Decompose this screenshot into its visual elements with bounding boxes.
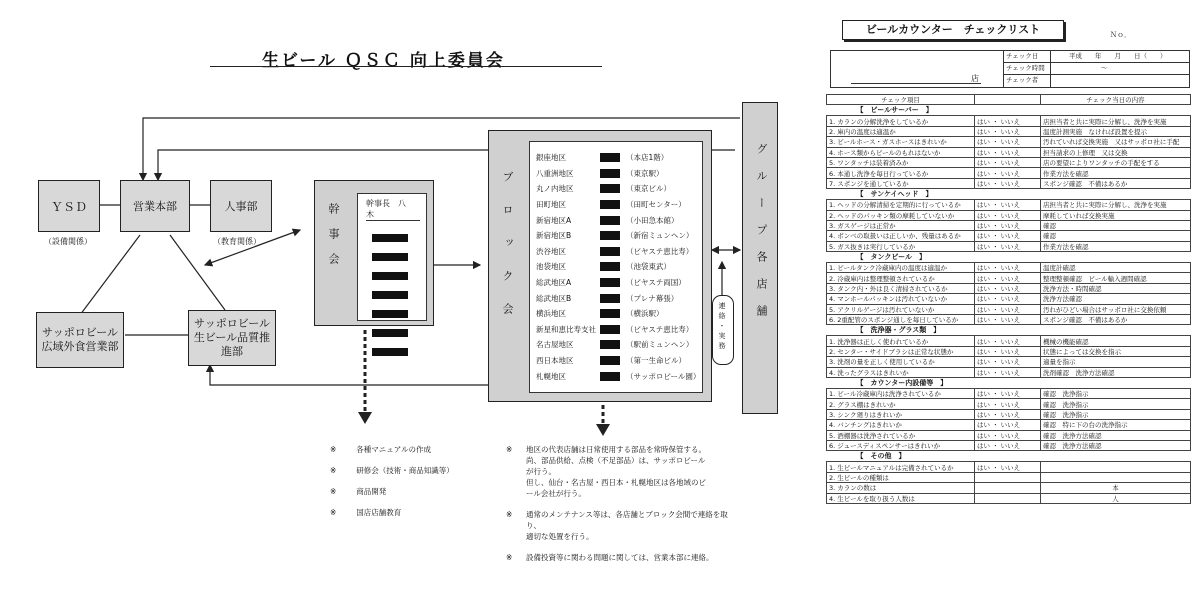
checklist-item: 3. カランの数は [827, 483, 975, 493]
checklist-row [827, 263, 1191, 273]
checklist-row [827, 346, 1191, 356]
checklist-item: 2. 生ビールの種類は [827, 472, 975, 482]
checklist-note: 温度計確認 [1041, 263, 1191, 273]
district-row [536, 306, 702, 322]
district-row [536, 181, 702, 197]
redaction-bar [600, 200, 620, 209]
note-text: 地区の代表店舗は日常使用する部品を常時保管する。 尚、部品供給、点検（不足部品）は、サッポロビール が行う。 但し、仙台・名古屋・西日本・札幌地区は各地域のビ ール会社が行う。 [526, 445, 706, 498]
sapporo-food-box: サッポロビール 広域外食営業部 [36, 312, 124, 368]
note-text: 国店店舗教育 [356, 508, 402, 517]
checklist-item: 1. 洗浄器は正しく使われているか [827, 336, 975, 346]
note-mark: ※ [330, 487, 337, 496]
note-right-item [506, 509, 736, 542]
checklist-row [827, 210, 1191, 220]
checklist-no: Ｎｏ． [1110, 31, 1131, 39]
checklist-item: 3. タンク内・外は良く清掃されているか [827, 283, 975, 293]
checklist-note: 温度計測実施 なければ設置を提示 [1041, 126, 1191, 136]
checklist-yn: はい ・ いいえ [975, 346, 1041, 356]
kanji-head: 幹事長 八 木 [366, 198, 420, 221]
section-title: 【 ビールサーバー 】 [856, 106, 933, 115]
checklist-note: 作業方法を確認 [1041, 241, 1191, 251]
kanji-members [357, 193, 427, 321]
district-name: 銀座地区 [536, 153, 566, 163]
district-name: 総武地区A [536, 278, 572, 288]
district-name: 新宿地区A [536, 215, 572, 225]
checklist-yn: はい ・ いいえ [975, 462, 1041, 472]
district-row [536, 197, 702, 213]
col-item-header: チェック項目 [827, 95, 975, 105]
checklist-note: 店担当者と共に実際に分解し、洗浄を実施 [1041, 200, 1191, 210]
district-row [536, 228, 702, 244]
checklist-row [827, 315, 1191, 325]
district-place: （小田急本館） [626, 215, 679, 225]
district-name: 新宿地区B [536, 231, 572, 241]
checklist-note: 洗浄方法確認 [1041, 294, 1191, 304]
block-panel [488, 130, 712, 402]
checklist-note: スポンジ確認 不備はあるか [1041, 315, 1191, 325]
checklist-item: 6. ジュースディスペンサーはきれいか [827, 440, 975, 450]
section-title: 【 洗浄器・グラス類 】 [856, 326, 941, 335]
district-place: （本店1階） [626, 153, 669, 163]
checklist-yn: はい ・ いいえ [975, 357, 1041, 367]
district-place: （ビヤステ両国） [626, 278, 686, 288]
checklist-yn: はい ・ いいえ [975, 220, 1041, 230]
checklist-item: 5. 酒棚器は洗浄されているか [827, 430, 975, 440]
time-value: 〜 [1101, 64, 1108, 72]
district-place: （プレナ幕張） [626, 293, 679, 303]
district-row [536, 150, 702, 166]
group-panel [742, 102, 778, 414]
note-left-item [330, 444, 454, 455]
checklist-item: 1. ビール冷蔵庫内は洗浄されているか [827, 388, 975, 398]
district-name: 名古屋地区 [536, 340, 574, 350]
checklist-item: 1. 生ビールマニュアルは完備されているか [827, 462, 975, 472]
checklist-item: 2. ヘッドのパッキン類の摩耗していないか [827, 210, 975, 220]
checklist-item: 4. ホース類からビールのもれはないか [827, 147, 975, 157]
checklist-yn: はい ・ いいえ [975, 273, 1041, 283]
checklist-yn: はい ・ いいえ [975, 283, 1041, 293]
district-row [536, 212, 702, 228]
district-row [536, 337, 702, 353]
district-name: 田町地区 [536, 200, 566, 210]
checklist-note: スポンジ確認 不備はあるか [1041, 178, 1191, 188]
checklist-note: 担当請求の上修理 又は交換 [1041, 147, 1191, 157]
district-place: （田町センター） [626, 200, 686, 210]
checklist-yn: はい ・ いいえ [975, 157, 1041, 167]
district-name: 横浜地区 [536, 309, 566, 319]
redaction-bar [600, 372, 620, 381]
checklist-row [827, 462, 1191, 472]
checker-label: チェック者 [1004, 75, 1051, 87]
checklist-note: 人 [1041, 493, 1191, 503]
district-row [536, 322, 702, 338]
checklist-item: 3. シンク廻りはきれいか [827, 409, 975, 419]
district-place: （第一生命ビル） [626, 356, 686, 366]
note-text: 設備投資等に関わる問題に関しては、営業本部に連絡。 [526, 553, 714, 562]
redaction-bar [600, 247, 620, 256]
checklist-note: 確認 洗浄方法確認 [1041, 430, 1191, 440]
checklist-note: 本 [1041, 483, 1191, 493]
checklist-yn: はい ・ いいえ [975, 231, 1041, 241]
date-value: 平成 年 月 日（ ） [1069, 52, 1167, 60]
district-name: 新星和恵比寿支社 [536, 324, 596, 334]
checklist-section [827, 451, 1191, 462]
note-text: 各種マニュアルの作成 [356, 445, 431, 454]
checklist-note: 機械の機能確認 [1041, 336, 1191, 346]
checklist-yn [975, 472, 1041, 482]
kanji-vertical-label: 幹事会 [327, 203, 340, 278]
checklist-item: 3. ビールホース・ガスホースはきれいか [827, 137, 975, 147]
checklist-row [827, 420, 1191, 430]
note-right-item [506, 444, 736, 499]
checklist-item: 2. 庫内の温度は適温か [827, 126, 975, 136]
note-left-item [330, 507, 454, 518]
checklist-yn: はい ・ いいえ [975, 440, 1041, 450]
checklist-section [827, 377, 1191, 388]
redaction-bar [600, 325, 620, 334]
checklist-yn: はい ・ いいえ [975, 367, 1041, 377]
checklist-note: 店担当者と共に実際に分解し、洗浄を実施 [1041, 116, 1191, 126]
block-vertical-label: ブロック会 [501, 171, 514, 336]
checklist-yn: はい ・ いいえ [975, 304, 1041, 314]
checklist-row [827, 430, 1191, 440]
checklist-section [827, 325, 1191, 336]
checklist-section [827, 189, 1191, 200]
district-row [536, 244, 702, 260]
checklist-row [827, 116, 1191, 126]
district-row [536, 290, 702, 306]
redaction-bar [600, 356, 620, 365]
checklist-yn [975, 493, 1041, 503]
section-title: 【 その他 】 [856, 452, 906, 461]
district-name: 総武地区B [536, 293, 572, 303]
checklist-item: 4. 生ビールを取り扱う人数は [827, 493, 975, 503]
checklist-item: 1. カランの分解洗浄をしているか [827, 116, 975, 126]
checklist-note: 状態によっては交換を指示 [1041, 346, 1191, 356]
checklist-note: 確認 [1041, 231, 1191, 241]
checklist-row [827, 168, 1191, 178]
checklist-item: 3. 洗剤の量を正しく使用しているか [827, 357, 975, 367]
checklist-item: 6. 2重配管のスポンジ通しを毎日しているか [827, 315, 975, 325]
checklist-yn: はい ・ いいえ [975, 399, 1041, 409]
note-mark: ※ [506, 553, 513, 562]
checklist-yn: はい ・ いいえ [975, 116, 1041, 126]
checklist-row [827, 178, 1191, 188]
checklist-yn: はい ・ いいえ [975, 294, 1041, 304]
district-place: （東京駅） [626, 168, 664, 178]
committee-title: 生ビール ＱＳＣ 向上委員会 [262, 51, 505, 71]
checklist-row [827, 367, 1191, 377]
notes-right [506, 444, 736, 573]
checklist-col-header [827, 95, 1191, 105]
jinji-box: 人事部 [210, 180, 272, 232]
checklist-title [842, 20, 1064, 40]
checklist-item: 4. 洗ったグラスはきれいか [827, 367, 975, 377]
note-mark: ※ [506, 445, 513, 454]
checklist-yn [975, 483, 1041, 493]
checklist-row [827, 472, 1191, 482]
checklist-item: 4. バンチングはきれいか [827, 420, 975, 430]
notes-left [330, 444, 454, 528]
district-place: （池袋東武） [626, 262, 671, 272]
district-row [536, 353, 702, 369]
ysd-note: （設備関係） [44, 237, 92, 246]
checklist-row [827, 147, 1191, 157]
redaction-bar [600, 278, 620, 287]
checklist-row [827, 137, 1191, 147]
checklist-title-text: ビールカウンター チェックリスト [865, 23, 1041, 36]
checklist-row [827, 304, 1191, 314]
checklist-item: 6. 本通し洗浄を毎日行っているか [827, 168, 975, 178]
checklist-yn: はい ・ いいえ [975, 210, 1041, 220]
redaction-bar [600, 216, 620, 225]
checklist-row [827, 273, 1191, 283]
checklist-note: 適量を指示 [1041, 357, 1191, 367]
section-title: 【 タンクビール 】 [856, 253, 926, 262]
checklist-note: 汚れていれば交換実施 又はサッポロ社に手配 [1041, 137, 1191, 147]
district-name: 丸ノ内地区 [536, 184, 574, 194]
district-place: （ビヤステ恵比寿） [626, 246, 694, 256]
time-label: チェック時間 [1004, 63, 1051, 74]
checklist-item: 2. 冷蔵庫内は整理整頓されているか [827, 273, 975, 283]
district-row [536, 368, 702, 384]
checklist-yn: はい ・ いいえ [975, 430, 1041, 440]
district-name: 西日本地区 [536, 356, 574, 366]
checklist-yn: はい ・ いいえ [975, 200, 1041, 210]
date-label: チェック日 [1004, 51, 1051, 62]
group-vertical-label: グループ各店舗 [755, 143, 768, 332]
checklist-yn: はい ・ いいえ [975, 409, 1041, 419]
checklist-yn: はい ・ いいえ [975, 388, 1041, 398]
checklist-yn: はい ・ いいえ [975, 241, 1041, 251]
district-row [536, 166, 702, 182]
section-title: 【 カウンター内設備等 】 [856, 378, 948, 387]
checklist-table [826, 94, 1191, 504]
district-place: （横浜駅） [626, 309, 664, 319]
note-mark: ※ [506, 510, 513, 519]
checklist-note [1041, 462, 1191, 472]
store-label: 店 [971, 74, 979, 83]
checklist-yn: はい ・ いいえ [975, 263, 1041, 273]
note-text: 研修会（技術・商品知識等） [356, 466, 454, 475]
district-place: （ビヤステ恵比寿） [626, 324, 694, 334]
checklist-item: 4. マンホールパッキンは汚れていないか [827, 294, 975, 304]
redaction-bar [600, 231, 620, 240]
checklist-item: 2. グラス棚はきれいか [827, 399, 975, 409]
checklist-yn: はい ・ いいえ [975, 315, 1041, 325]
checklist-row [827, 220, 1191, 230]
checklist-note: 作業方法を確認 [1041, 168, 1191, 178]
checklist-note: 整理整頓確認 ビール輸入週間確認 [1041, 273, 1191, 283]
checklist-note: 確認 洗浄指示 [1041, 399, 1191, 409]
district-place: （新宿ミュンヘン） [626, 231, 694, 241]
checklist-row [827, 483, 1191, 493]
checklist-section [827, 105, 1191, 116]
eigyo-box: 営業本部 [120, 180, 190, 232]
checklist-yn: はい ・ いいえ [975, 126, 1041, 136]
district-name: 札幌地区 [536, 371, 566, 381]
checklist-header [830, 50, 1190, 88]
checklist-note: 店の要望によりワンタッチの手配をする [1041, 157, 1191, 167]
checklist-note: 摩耗していれば交換実施 [1041, 210, 1191, 220]
checklist-note: 洗剤確認 洗浄方法確認 [1041, 367, 1191, 377]
checklist-row [827, 493, 1191, 503]
checklist-yn: はい ・ いいえ [975, 336, 1041, 346]
district-name: 八重洲地区 [536, 168, 574, 178]
checklist-row [827, 399, 1191, 409]
redaction-bar [600, 169, 620, 178]
checklist-yn: はい ・ いいえ [975, 147, 1041, 157]
redaction-bar [600, 262, 620, 271]
checklist-section [827, 252, 1191, 263]
checklist-note: 洗浄方法・時間確認 [1041, 283, 1191, 293]
district-place: （駅前ミュンヘン） [626, 340, 694, 350]
checklist-note: 確認 洗浄指示 [1041, 409, 1191, 419]
col-content-header: チェック当日の内容 [1041, 95, 1191, 105]
checklist-row [827, 440, 1191, 450]
renraku-label: 連絡・実務 [718, 302, 726, 352]
checklist-item: 1. ヘッドの分解清掃を定期的に行っているか [827, 200, 975, 210]
district-place: （サッポロビール園） [626, 371, 701, 381]
checklist-item: 7. スポンジを通しているか [827, 178, 975, 188]
checklist-item: 5. アクリルゲージは汚れていないか [827, 304, 975, 314]
kanji-redacted [372, 227, 426, 360]
sapporo-quality-box: サッポロビール 生ビール品質推進部 [188, 310, 276, 366]
checklist-row [827, 126, 1191, 136]
checklist-yn: はい ・ いいえ [975, 178, 1041, 188]
checklist-row [827, 231, 1191, 241]
checklist-note: 確認 洗浄方法確認 [1041, 440, 1191, 450]
district-name: 池袋地区 [536, 262, 566, 272]
checklist-row [827, 357, 1191, 367]
redaction-bar [600, 309, 620, 318]
note-mark: ※ [330, 508, 337, 517]
note-left-item [330, 465, 454, 476]
district-place: （東京ビル） [626, 184, 671, 194]
section-title: 【 サンケイヘッド 】 [856, 190, 933, 199]
checklist-yn: はい ・ いいえ [975, 137, 1041, 147]
checklist-note: 確認 特に下の台の洗浄指示 [1041, 420, 1191, 430]
checklist-note: 汚れがひどい場合はサッポロ社に交換依頼 [1041, 304, 1191, 314]
note-left-item [330, 486, 454, 497]
checklist-row [827, 241, 1191, 251]
renraku-box [712, 295, 734, 365]
district-name: 渋谷地区 [536, 246, 566, 256]
checklist-row [827, 294, 1191, 304]
note-text: 商品開発 [356, 487, 387, 496]
kanji-panel [314, 180, 434, 326]
checklist-note: 確認 洗浄指示 [1041, 388, 1191, 398]
jinji-note: （教育関係） [213, 237, 261, 246]
note-right-item [506, 552, 736, 563]
checklist-yn: はい ・ いいえ [975, 420, 1041, 430]
checklist-note: 確認 [1041, 220, 1191, 230]
note-mark: ※ [330, 445, 337, 454]
checklist-row [827, 336, 1191, 346]
checklist-yn: はい ・ いいえ [975, 168, 1041, 178]
checklist-item: 5. ガス抜きは実行しているか [827, 241, 975, 251]
checklist-item: 2. センター・サイドブラシは正常な状態か [827, 346, 975, 356]
district-row [536, 275, 702, 291]
redaction-bar [600, 184, 620, 193]
note-text: 通常のメンテナンス等は、各店舗とブロック会間で連絡を取り、 適切な処置を行う。 [526, 510, 728, 541]
checklist-table-wrap [826, 94, 1190, 504]
checklist-row [827, 157, 1191, 167]
ysd-box: ＹＳＤ [38, 180, 100, 232]
checklist-row [827, 388, 1191, 398]
redaction-bar [600, 340, 620, 349]
district-row [536, 259, 702, 275]
district-list [529, 141, 703, 393]
checklist-item: 1. ビールタンク冷蔵庫内の温度は適温か [827, 263, 975, 273]
checklist-item: 4. ボンベの取扱いは正しいか、残量はあるか [827, 231, 975, 241]
checklist-item: 3. ガスゲージは正常か [827, 220, 975, 230]
redaction-bar [600, 294, 620, 303]
note-mark: ※ [330, 466, 337, 475]
checklist-item: 5. ワンタッチは装着済みか [827, 157, 975, 167]
checklist-note [1041, 472, 1191, 482]
checklist-row [827, 409, 1191, 419]
checklist-row [827, 200, 1191, 210]
checklist-row [827, 283, 1191, 293]
redaction-bar [600, 153, 620, 162]
